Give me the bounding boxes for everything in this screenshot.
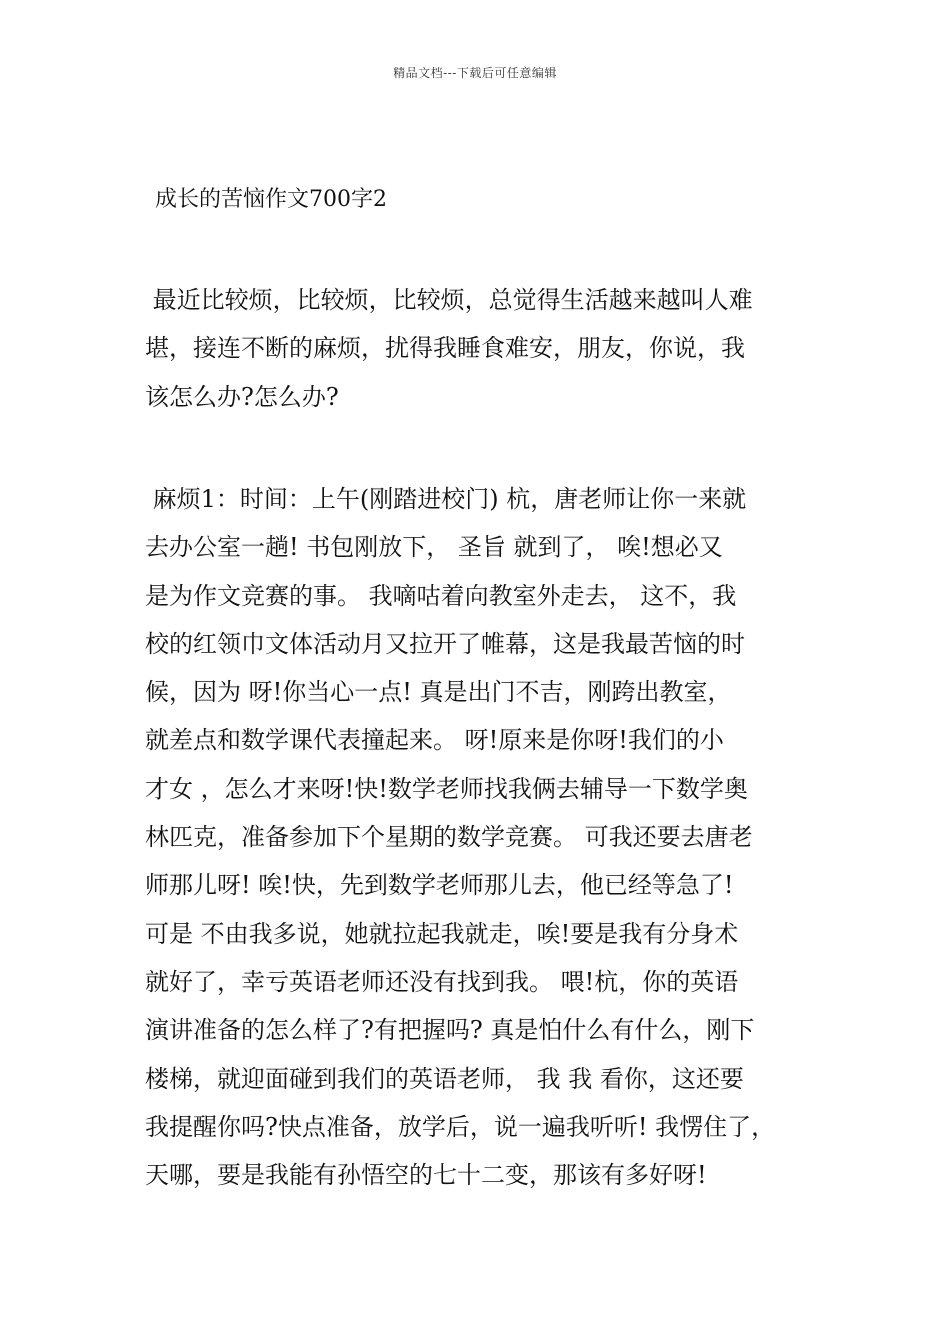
paragraph-line: 林匹克，准备参加下个星期的数学竞赛。 可我还要去唐老: [145, 823, 753, 852]
paragraph-line: 楼梯，就迎面碰到我们的英语老师， 我 我 看你，这还要: [145, 1064, 744, 1093]
paragraph-line: 可是 不由我多说，她就拉起我就走，唉!要是我有分身术: [145, 919, 739, 948]
paragraph-line: 堪，接连不断的麻烦，扰得我睡食难安，朋友，你说，我: [145, 334, 745, 363]
header-note: 精品文档---下载后可任意编辑: [393, 66, 557, 80]
paragraph-line: 候，因为 呀!你当心一点! 真是出门不吉，刚跨出教室，: [145, 678, 732, 707]
paragraph-line: 师那儿呀! 唉!快，先到数学老师那儿去，他已经等急了!: [145, 871, 734, 900]
paragraph-line: 我提醒你吗?快点准备，放学后，说一遍我听听! 我愣住了，: [145, 1112, 776, 1141]
paragraph-line: 最近比较烦，比较烦，比较烦，总觉得生活越来越叫人难: [145, 286, 753, 314]
paragraph-line: 天哪，要是我能有孙悟空的七十二变，那该有多好呀!: [145, 1161, 707, 1190]
document-title: 成长的苦恼作文700字2: [155, 187, 387, 212]
paragraph-2: [145, 475, 825, 1199]
paragraph-line: 该怎么办?怎么办?: [145, 382, 339, 411]
paragraph-line: 是为作文竞赛的事。 我嘀咕着向教室外走去， 这不，我: [145, 581, 737, 610]
paragraph-line: 去办公室一趟! 书包刚放下， 圣旨 就到了， 唉!想必又: [145, 533, 723, 562]
paragraph-line: 校的红领巾文体活动月又拉开了帷幕，这是我最苦恼的时: [145, 629, 745, 658]
paragraph-line: 才女 ，怎么才来呀!快!数学老师找我俩去辅导一下数学奥: [145, 774, 748, 803]
paragraph-1: [145, 276, 825, 421]
paragraph-line: 就好了，幸亏英语老师还没有找到我。 喂!杭，你的英语: [145, 967, 739, 996]
paragraph-line: 就差点和数学课代表撞起来。 呀!原来是你呀!我们的小: [145, 726, 724, 755]
paragraph-line: 演讲准备的怎么样了?有把握吗? 真是怕什么有什么，刚下: [145, 1016, 755, 1045]
paragraph-line: 麻烦1：时间：上午(刚踏进校门) 杭，唐老师让你一来就: [145, 485, 747, 513]
